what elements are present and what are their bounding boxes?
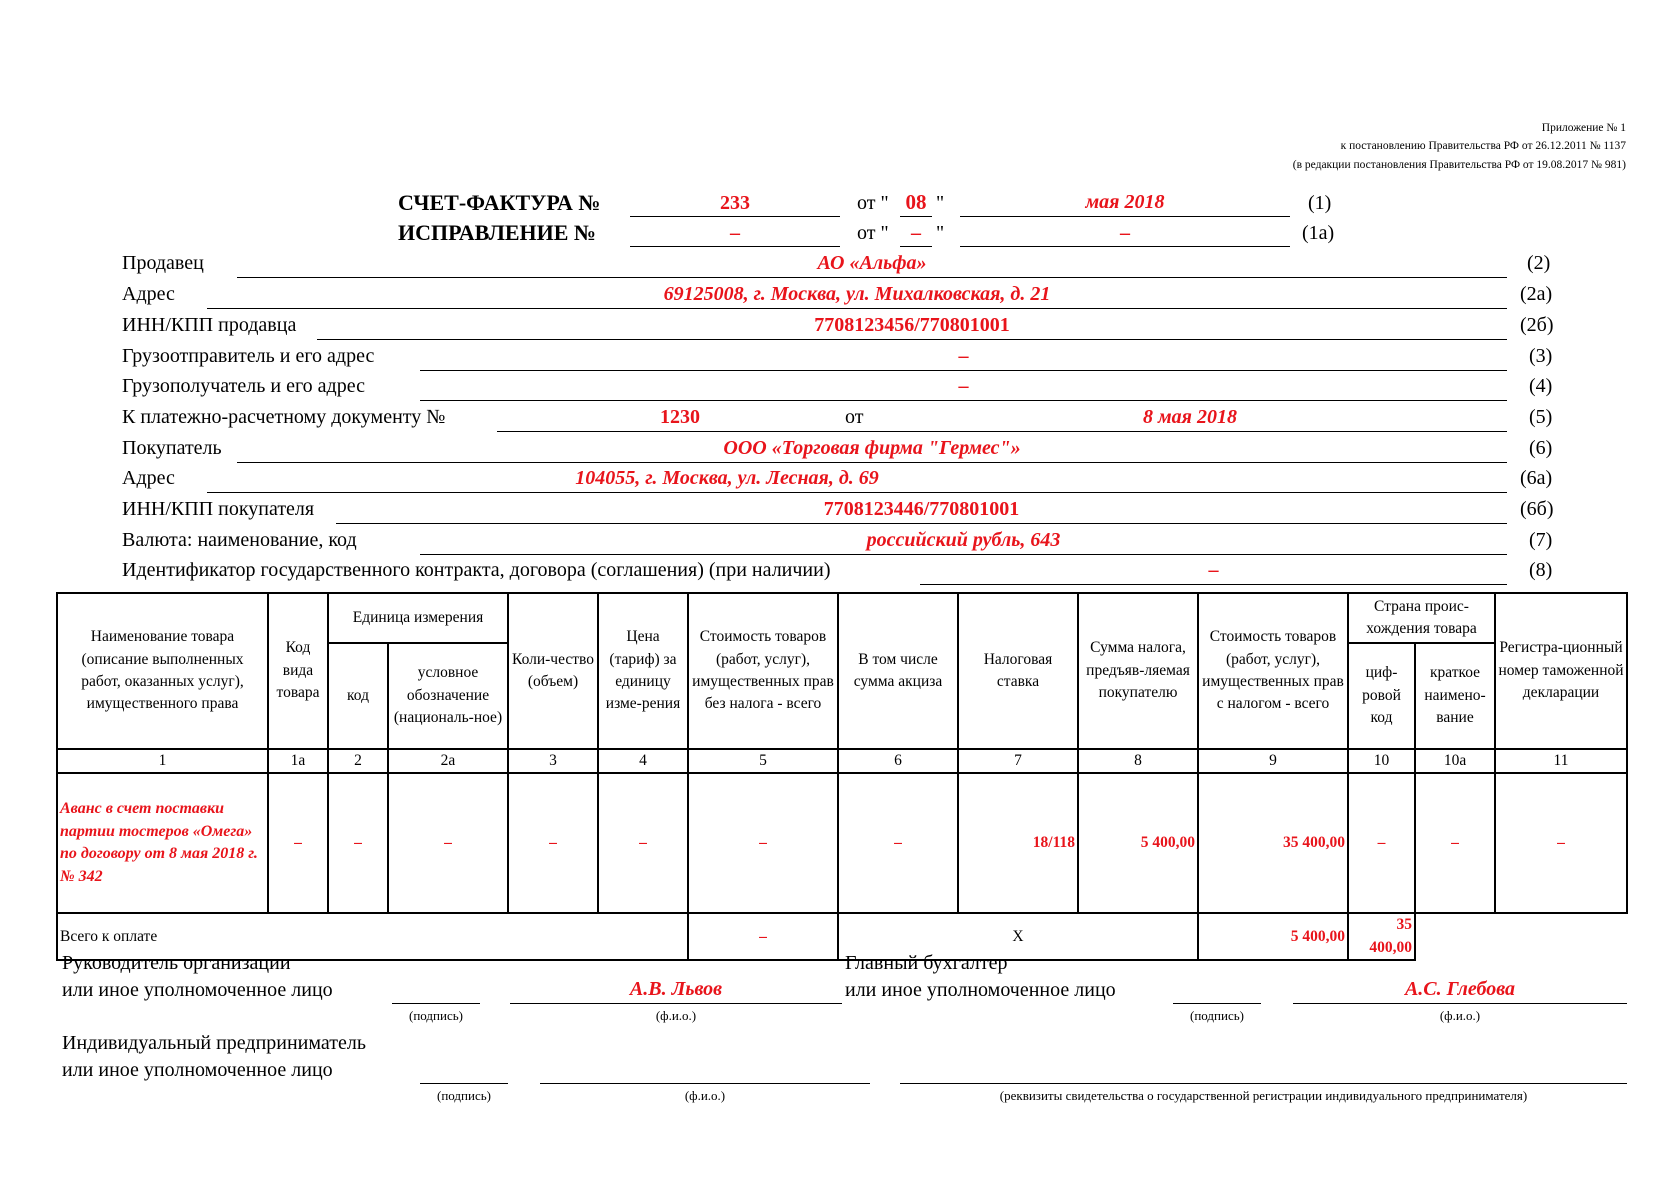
ip-fio-line xyxy=(540,1083,870,1084)
field-value: – xyxy=(958,345,969,367)
field-code: (2б) xyxy=(1520,314,1554,336)
field-line xyxy=(420,400,1507,401)
col-index: 6 xyxy=(838,749,958,773)
col-index: 7 xyxy=(958,749,1078,773)
col-index: 11 xyxy=(1495,749,1627,773)
item-c6: – xyxy=(838,773,958,913)
col-index: 1 xyxy=(57,749,268,773)
correction-day-line xyxy=(900,246,932,247)
col-index: 1а xyxy=(268,749,328,773)
item-c5: – xyxy=(688,773,838,913)
item-c2: – xyxy=(328,773,388,913)
field-label: Грузополучатель и его адрес xyxy=(122,375,365,397)
field-value: 104055, г. Москва, ул. Лесная, д. 69 xyxy=(575,467,879,489)
field-code: (3) xyxy=(1529,345,1553,367)
correction-title: ИСПРАВЛЕНИЕ № xyxy=(398,220,597,245)
field-label: Покупатель xyxy=(122,437,222,459)
col-index: 8 xyxy=(1078,749,1198,773)
item-c2a: – xyxy=(388,773,508,913)
correction-date: – xyxy=(1120,222,1130,244)
field-line xyxy=(336,523,1507,524)
correction-date-line xyxy=(960,246,1290,247)
field-line xyxy=(420,370,1507,371)
field-value: ООО «Торговая фирма "Гермес"» xyxy=(723,437,1021,459)
correction-number: – xyxy=(730,222,740,244)
item-country-name: – xyxy=(1415,773,1495,913)
header-c2a: условное обозначение (националь-ное) xyxy=(388,643,508,749)
item-customs-number: – xyxy=(1495,773,1627,913)
accountant-sign-caption: (подпись) xyxy=(1190,1008,1244,1023)
head-fio-line xyxy=(510,1003,842,1004)
total-label: Всего к оплате xyxy=(57,913,688,960)
col-index: 3 xyxy=(508,749,598,773)
ip-reg-caption: (реквизиты свидетельства о государственной регистрации индивидуального предпринимателя) xyxy=(999,1088,1528,1103)
header-unit: Единица измерения xyxy=(328,593,508,643)
invoice-number: 233 xyxy=(720,192,750,214)
item-tax-rate: 18/118 xyxy=(958,773,1078,913)
correction-day: – xyxy=(911,222,921,244)
item-name: Аванс в счет поставки партии тостеров «Омега» по договору от 8 мая 2018 г. № 342 xyxy=(57,773,268,913)
annex-line-2: к постановлению Правительства РФ от 26.12.2011 № 1137 xyxy=(1340,140,1626,152)
head-sign-line xyxy=(392,1003,480,1004)
table-row xyxy=(57,773,1627,913)
ip-fio-caption: (ф.и.о.) xyxy=(684,1088,726,1103)
head-name: А.В. Львов xyxy=(629,978,723,1000)
item-c3: – xyxy=(508,773,598,913)
header-c1a: Код вида товара xyxy=(268,593,328,749)
total-empty xyxy=(1415,913,1627,960)
field-label: Адрес xyxy=(122,467,175,489)
field-code: (4) xyxy=(1529,375,1553,397)
invoice-number-line xyxy=(630,216,840,217)
col-index: 5 xyxy=(688,749,838,773)
field-code: (2) xyxy=(1527,252,1551,274)
item-country-code: – xyxy=(1348,773,1415,913)
correction-code: (1а) xyxy=(1302,222,1335,244)
correction-quote: " xyxy=(936,222,945,244)
field-label: К платежно-расчетному документу № xyxy=(122,406,446,428)
invoice-day: 08 xyxy=(905,190,927,214)
payment-doc-date: 8 мая 2018 xyxy=(1142,406,1237,428)
field-value: АО «Альфа» xyxy=(817,252,927,274)
item-c1a: – xyxy=(268,773,328,913)
head-title-line1: Руководитель организации xyxy=(62,952,291,974)
invoice-from-label: от " xyxy=(857,192,889,214)
field-label: Грузоотправитель и его адрес xyxy=(122,345,375,367)
field-label: Идентификатор государственного контракта, договора (соглашения) (при наличии) xyxy=(122,559,831,581)
col-index: 2 xyxy=(328,749,388,773)
header-country: Страна проис-хождения товара xyxy=(1348,593,1495,643)
accountant-sign-line xyxy=(1173,1003,1261,1004)
invoice-code: (1) xyxy=(1308,192,1332,214)
correction-from-label: от " xyxy=(857,222,889,244)
field-line xyxy=(237,277,1507,278)
ip-sign-caption: (подпись) xyxy=(437,1088,491,1103)
field-value: 7708123446/770801001 xyxy=(823,498,1020,520)
col-index: 9 xyxy=(1198,749,1348,773)
item-total-with-tax: 35 400,00 xyxy=(1198,773,1348,913)
header-c8: Сумма налога, предъяв-ляемая покупателю xyxy=(1078,593,1198,749)
payment-doc-from-label: от xyxy=(845,406,864,428)
header-c5: Стоимость товаров (работ, услуг), имущественных прав без налога - всего xyxy=(688,593,838,749)
field-line xyxy=(207,308,1507,309)
item-tax-amount: 5 400,00 xyxy=(1078,773,1198,913)
field-label: ИНН/КПП продавца xyxy=(122,314,297,336)
header-c10: циф-ровой код xyxy=(1348,643,1415,749)
header-c6: В том числе сумма акциза xyxy=(838,593,958,749)
accountant-title-line2: или иное уполномоченное лицо xyxy=(845,979,1116,1001)
item-c4: – xyxy=(598,773,688,913)
ip-title-line1: Индивидуальный предприниматель xyxy=(62,1032,366,1054)
invoice-day-line xyxy=(900,216,932,217)
total-row xyxy=(57,913,1627,960)
field-code: (2а) xyxy=(1520,283,1553,305)
header-c7: Налоговая ставка xyxy=(958,593,1078,749)
header-c10a: краткое наимено-вание xyxy=(1415,643,1495,749)
field-label: ИНН/КПП покупателя xyxy=(122,498,315,520)
ip-reg-line xyxy=(900,1083,1627,1084)
column-index-row xyxy=(57,749,1627,773)
field-value: – xyxy=(1208,559,1219,581)
field-value: 7708123456/770801001 xyxy=(814,314,1010,336)
field-code: (5) xyxy=(1529,406,1553,428)
header-c2: код xyxy=(328,643,388,749)
accountant-fio-caption: (ф.и.о.) xyxy=(1439,1008,1481,1023)
annex-line-1: Приложение № 1 xyxy=(1541,122,1626,134)
header-c11: Регистра-ционный номер таможенной декларации xyxy=(1495,593,1627,749)
field-line xyxy=(420,554,1507,555)
accountant-name: А.С. Глебова xyxy=(1404,978,1516,1000)
payment-doc-number: 1230 xyxy=(660,406,700,428)
field-line xyxy=(920,584,1507,585)
total-c5: – xyxy=(688,913,838,960)
header-c1: Наименование товара (описание выполненных работ, оказанных услуг), имущественного права xyxy=(57,593,268,749)
col-index: 2а xyxy=(388,749,508,773)
field-line xyxy=(317,339,1507,340)
field-value: – xyxy=(958,375,969,397)
field-label: Адрес xyxy=(122,283,175,305)
field-code: (7) xyxy=(1529,529,1553,551)
total-c7: X xyxy=(838,913,1198,960)
field-line xyxy=(207,492,1507,493)
annex-line-3: (в редакции постановления Правительства РФ от 19.08.2017 № 981) xyxy=(1292,159,1626,171)
invoice-date-line xyxy=(960,216,1290,217)
header-c3: Коли-чество (объем) xyxy=(508,593,598,749)
field-code: (6б) xyxy=(1520,498,1554,520)
total-with-tax: 35 400,00 xyxy=(1348,913,1415,960)
ip-sign-line xyxy=(420,1083,508,1084)
field-line xyxy=(237,462,1507,463)
field-value: 69125008, г. Москва, ул. Михалковская, д. 21 xyxy=(663,283,1051,305)
head-sign-caption: (подпись) xyxy=(409,1008,463,1023)
field-label: Валюта: наименование, код xyxy=(122,529,357,551)
field-label: Продавец xyxy=(122,252,204,274)
accountant-fio-line xyxy=(1293,1003,1627,1004)
ip-title-line2: или иное уполномоченное лицо xyxy=(62,1059,333,1081)
total-tax-amount: 5 400,00 xyxy=(1198,913,1348,960)
correction-number-line xyxy=(630,246,840,247)
field-line xyxy=(497,431,1507,432)
head-fio-caption: (ф.и.о.) xyxy=(655,1008,697,1023)
invoice-table xyxy=(56,592,1627,961)
accountant-title-line1: Главный бухгалтер xyxy=(845,952,1008,974)
invoice-quote: " xyxy=(936,192,945,214)
col-index: 10а xyxy=(1415,749,1495,773)
head-title-line2: или иное уполномоченное лицо xyxy=(62,979,333,1001)
col-index: 10 xyxy=(1348,749,1415,773)
field-code: (6а) xyxy=(1520,467,1553,489)
field-code: (6) xyxy=(1529,437,1553,459)
invoice-title: СЧЕТ-ФАКТУРА № xyxy=(398,190,601,215)
header-c9: Стоимость товаров (работ, услуг), имущественных прав с налогом - всего xyxy=(1198,593,1348,749)
header-c4: Цена (тариф) за единицу изме-рения xyxy=(598,593,688,749)
field-value: российский рубль, 643 xyxy=(866,529,1061,551)
invoice-date: мая 2018 xyxy=(1085,191,1165,213)
col-index: 4 xyxy=(598,749,688,773)
field-code: (8) xyxy=(1529,559,1553,581)
